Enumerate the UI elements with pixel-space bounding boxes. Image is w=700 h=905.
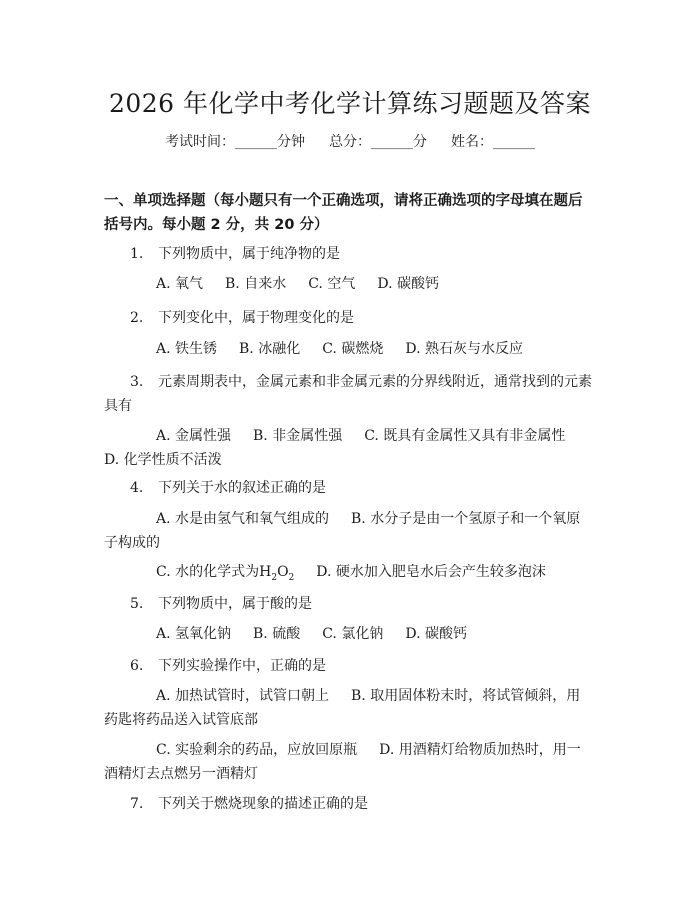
question-3-options bbox=[104, 424, 594, 472]
question-6-options-row2 bbox=[104, 738, 594, 786]
option-b: B. 自来水 bbox=[225, 276, 287, 292]
question-4 bbox=[104, 476, 594, 500]
exam-time: 考试时间：______分钟 bbox=[165, 134, 305, 150]
option-b: B. 非金属性强 bbox=[253, 428, 343, 444]
option-a: A. 氢氧化钠 bbox=[156, 626, 232, 642]
option-a: A. 金属性强 bbox=[156, 428, 232, 444]
question-stem: 元素周期表中，金属元素和非金属元素的分界线附近，通常找到的元素具有 bbox=[104, 374, 592, 414]
section-heading: 一、单项选择题（每小题只有一个正确选项，请将正确选项的字母填在题后括号内。每小题 2 分，共 20 分） bbox=[104, 193, 583, 233]
question-2-options bbox=[104, 337, 594, 361]
option-b: B. 水分子是由一个氢原子和一个氧原子构成的 bbox=[104, 511, 581, 551]
question-number: 7. bbox=[130, 796, 144, 812]
option-c: C. 实验剩余的药品，应放回原瓶 bbox=[156, 742, 358, 758]
question-number: 4. bbox=[130, 480, 144, 496]
question-number: 2. bbox=[130, 310, 144, 326]
question-6-options bbox=[104, 684, 594, 732]
question-stem: 下列关于水的叙述正确的是 bbox=[158, 480, 326, 496]
question-7 bbox=[104, 792, 594, 816]
option-a: A. 铁生锈 bbox=[156, 341, 218, 357]
option-d: D. 硬水加入肥皂水后会产生较多泡沫 bbox=[316, 564, 546, 580]
option-d: D. 碳酸钙 bbox=[405, 626, 467, 642]
question-2 bbox=[104, 306, 594, 330]
option-c: C. 氯化钠 bbox=[322, 626, 384, 642]
question-stem: 下列物质中，属于纯净物的是 bbox=[158, 246, 340, 262]
question-6 bbox=[104, 654, 594, 678]
question-stem: 下列关于燃烧现象的描述正确的是 bbox=[158, 796, 368, 812]
question-number: 1. bbox=[130, 246, 144, 262]
question-5 bbox=[104, 592, 594, 616]
option-b: B. 冰融化 bbox=[239, 341, 301, 357]
question-stem: 下列物质中，属于酸的是 bbox=[158, 596, 312, 612]
question-number: 3. bbox=[130, 374, 144, 390]
option-c: C. 空气 bbox=[308, 276, 356, 292]
option-a: A. 氧气 bbox=[156, 276, 204, 292]
option-d: D. 熟石灰与水反应 bbox=[405, 341, 523, 357]
question-3 bbox=[104, 370, 594, 418]
document-title: 2026 年化学中考化学计算练习题题及答案 bbox=[108, 89, 592, 118]
option-d: D. 用酒精灯给物质加热时，用一酒精灯去点燃另一酒精灯 bbox=[104, 742, 581, 782]
exam-score: 总分：______分 bbox=[329, 134, 427, 150]
option-c: C. 既具有金属性又具有非金属性 bbox=[364, 428, 566, 444]
student-name: 姓名：______ bbox=[451, 134, 535, 150]
question-5-options bbox=[104, 622, 594, 646]
question-number: 6. bbox=[130, 658, 144, 674]
option-c: C. 水的化学式为$H_2O_2$ bbox=[156, 564, 295, 583]
option-b: B. 硫酸 bbox=[253, 626, 301, 642]
option-b: B. 取用固体粉末时，将试管倾斜，用药匙将药品送入试管底部 bbox=[104, 688, 581, 728]
question-1-options bbox=[104, 272, 594, 296]
option-a: A. 水是由氢气和氧气组成的 bbox=[156, 511, 330, 527]
question-1 bbox=[104, 242, 594, 266]
option-c: C. 碳燃烧 bbox=[322, 341, 384, 357]
option-a: A. 加热试管时，试管口朝上 bbox=[156, 688, 330, 704]
option-d: D. 碳酸钙 bbox=[377, 276, 439, 292]
question-stem: 下列变化中，属于物理变化的是 bbox=[158, 310, 354, 326]
question-stem: 下列实验操作中，正确的是 bbox=[158, 658, 326, 674]
option-d: D. 化学性质不活泼 bbox=[104, 452, 222, 468]
question-4-options-row2 bbox=[104, 560, 594, 590]
question-4-options bbox=[104, 507, 594, 555]
question-number: 5. bbox=[130, 596, 144, 612]
exam-meta bbox=[0, 131, 700, 151]
